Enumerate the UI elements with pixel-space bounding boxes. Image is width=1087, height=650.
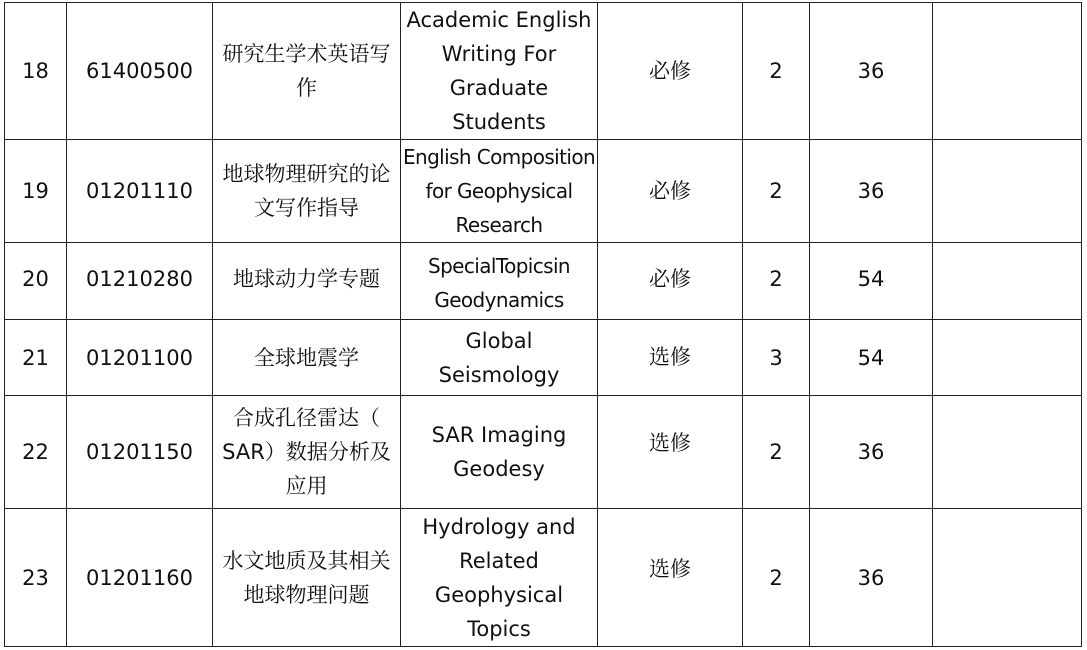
course-number: 18 bbox=[5, 3, 67, 140]
course-number: 21 bbox=[5, 320, 67, 396]
course-type: 选修 bbox=[598, 396, 743, 509]
course-credit: 2 bbox=[743, 396, 810, 509]
course-name-english-line: English Composition bbox=[402, 145, 596, 169]
course-name-english-line: Global bbox=[465, 328, 533, 353]
course-name-english-line: Hydrology and bbox=[422, 514, 576, 539]
course-code: 01201150 bbox=[67, 396, 213, 509]
course-credit: 2 bbox=[743, 140, 810, 243]
course-name-english-line: SAR Imaging bbox=[431, 423, 567, 447]
course-name-chinese bbox=[213, 3, 401, 140]
course-number: 20 bbox=[5, 243, 67, 320]
course-name-chinese-line: 应用 bbox=[285, 474, 328, 498]
course-name-english-line: Geophysical bbox=[434, 582, 564, 607]
course-name-english-line: Students bbox=[452, 110, 546, 134]
course-type: 必修 bbox=[598, 140, 743, 243]
course-type: 选修 bbox=[598, 509, 743, 647]
course-number: 23 bbox=[5, 509, 67, 647]
course-name-english-line: Writing For bbox=[441, 42, 557, 66]
course-code: 01201100 bbox=[67, 320, 213, 396]
course-name-english-line: Academic English bbox=[406, 8, 592, 32]
course-name-chinese bbox=[213, 140, 401, 243]
course-name-chinese-line: 地球物理研究的论 bbox=[222, 162, 391, 186]
course-name-english bbox=[401, 140, 598, 243]
course-credit: 2 bbox=[743, 243, 810, 320]
course-type: 必修 bbox=[598, 243, 743, 320]
course-hours: 54 bbox=[810, 243, 933, 320]
course-name-chinese-line: 文写作指导 bbox=[254, 196, 359, 220]
course-hours: 36 bbox=[810, 396, 933, 509]
course-name-english-line: Related bbox=[459, 548, 539, 573]
table-row bbox=[5, 243, 1082, 320]
course-number: 19 bbox=[5, 140, 67, 243]
course-name-english bbox=[401, 509, 598, 647]
course-name-chinese-line: 地球物理问题 bbox=[243, 582, 370, 607]
course-name-english-line: Research bbox=[455, 213, 543, 237]
course-name-chinese-line: 合成孔径雷达（ bbox=[233, 406, 380, 430]
course-credit: 2 bbox=[743, 509, 810, 647]
course-name-chinese-line: 水文地质及其相关 bbox=[222, 548, 391, 573]
course-note bbox=[933, 243, 1082, 320]
course-code: 01210280 bbox=[67, 243, 213, 320]
course-code: 01201160 bbox=[67, 509, 213, 647]
course-name-english bbox=[401, 3, 598, 140]
course-code: 61400500 bbox=[67, 3, 213, 140]
course-table bbox=[4, 2, 1082, 647]
course-hours: 36 bbox=[810, 140, 933, 243]
table-row bbox=[5, 320, 1082, 396]
course-credit: 2 bbox=[743, 3, 810, 140]
course-type: 选修 bbox=[598, 320, 743, 396]
course-name-chinese bbox=[213, 320, 401, 396]
course-name-chinese-line: 作 bbox=[296, 76, 317, 100]
course-note bbox=[933, 320, 1082, 396]
course-name-english-line: for Geophysical bbox=[425, 179, 573, 203]
table-row bbox=[5, 509, 1082, 647]
course-name-english bbox=[401, 320, 598, 396]
course-code: 01201110 bbox=[67, 140, 213, 243]
course-name-chinese-line: 研究生学术英语写 bbox=[222, 42, 391, 66]
course-name-english-line: Geodesy bbox=[453, 457, 545, 481]
course-note bbox=[933, 3, 1082, 140]
table-row bbox=[5, 140, 1082, 243]
course-name-english bbox=[401, 396, 598, 509]
course-name-chinese-line: SAR）数据分析及 bbox=[222, 440, 391, 464]
course-note bbox=[933, 140, 1082, 243]
course-name-english-line: Graduate bbox=[449, 76, 549, 100]
course-name-english bbox=[401, 243, 598, 320]
course-hours: 36 bbox=[810, 3, 933, 140]
course-note bbox=[933, 509, 1082, 647]
course-name-chinese-line: 全球地震学 bbox=[254, 345, 359, 370]
course-name-chinese bbox=[213, 396, 401, 509]
course-name-chinese bbox=[213, 509, 401, 647]
course-hours: 54 bbox=[810, 320, 933, 396]
table-row bbox=[5, 3, 1082, 140]
course-name-chinese bbox=[213, 243, 401, 320]
course-name-english-line: Topics bbox=[467, 616, 531, 641]
course-number: 22 bbox=[5, 396, 67, 509]
course-type: 必修 bbox=[598, 3, 743, 140]
course-name-english-line: Geodynamics bbox=[434, 288, 564, 312]
table-row bbox=[5, 396, 1082, 509]
course-hours: 36 bbox=[810, 509, 933, 647]
course-name-chinese-line: 地球动力学专题 bbox=[233, 267, 380, 291]
course-note bbox=[933, 396, 1082, 509]
course-name-english-line: SpecialTopicsin bbox=[427, 254, 571, 278]
course-credit: 3 bbox=[743, 320, 810, 396]
course-name-english-line: Seismology bbox=[438, 362, 560, 387]
